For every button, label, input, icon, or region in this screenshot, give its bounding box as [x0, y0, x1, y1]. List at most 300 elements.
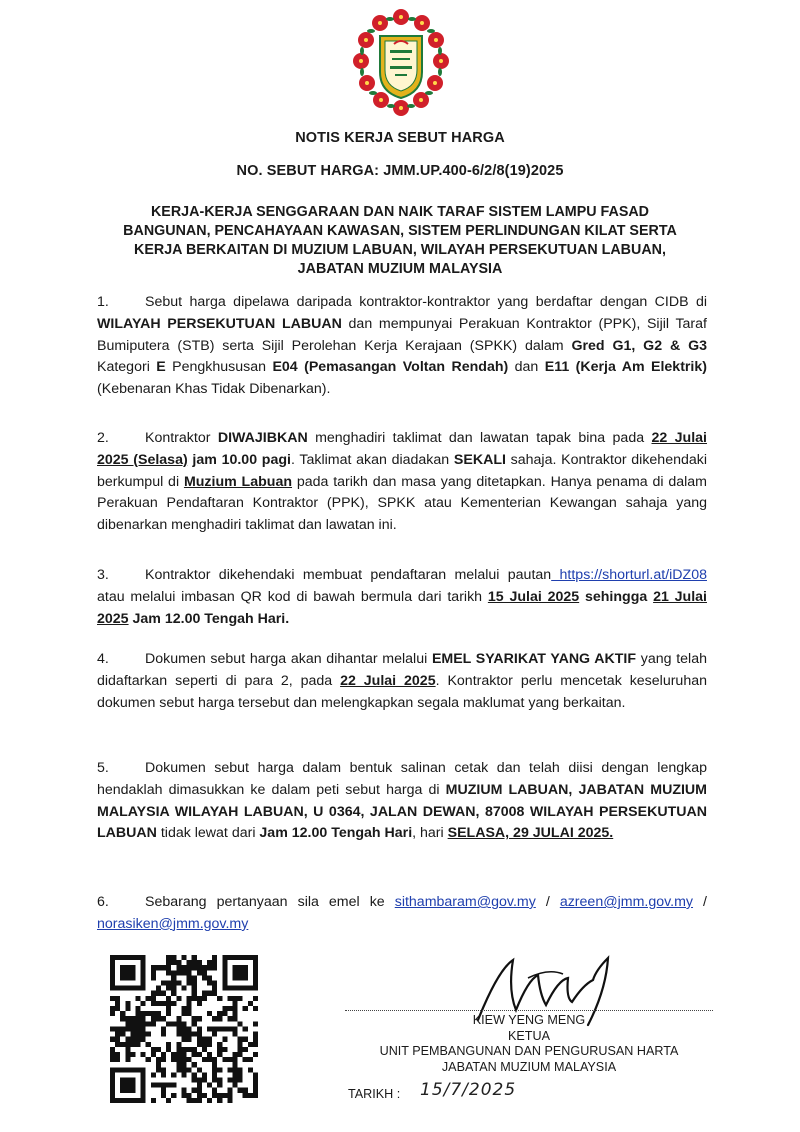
- qr-module: [232, 1072, 237, 1077]
- qr-module: [125, 1047, 130, 1052]
- qr-module: [207, 965, 212, 970]
- qr-module: [187, 1037, 192, 1042]
- qr-module: [141, 1052, 146, 1057]
- qr-module: [156, 1062, 161, 1067]
- qr-module: [238, 1021, 243, 1026]
- qr-code-icon[interactable]: [110, 955, 258, 1103]
- text-bold: E11 (Kerja Am Elektrik): [544, 359, 707, 376]
- qr-module: [202, 1047, 207, 1052]
- signatory-position: KETUA: [508, 1028, 550, 1043]
- separator: /: [693, 894, 707, 910]
- qr-module: [187, 1006, 192, 1011]
- qr-module: [243, 1047, 248, 1052]
- qr-module: [161, 1093, 166, 1098]
- qr-module: [192, 986, 197, 991]
- qr-module: [171, 1072, 176, 1077]
- text: Dokumen sebut harga akan dihantar melalui: [145, 651, 432, 667]
- qr-module: [227, 1067, 232, 1072]
- qr-module: [197, 1098, 202, 1103]
- qr-module: [171, 981, 176, 986]
- qr-module: [156, 1016, 161, 1021]
- qr-module: [202, 1077, 207, 1082]
- qr-module: [212, 986, 217, 991]
- qr-module: [253, 1088, 258, 1093]
- qr-module: [207, 1026, 212, 1031]
- qr-module: [212, 1026, 217, 1031]
- qr-module: [151, 1052, 156, 1057]
- qr-module: [176, 981, 181, 986]
- qr-module: [181, 970, 186, 975]
- qr-module: [151, 965, 156, 970]
- qr-module: [202, 1042, 207, 1047]
- qr-module: [161, 991, 166, 996]
- qr-module: [171, 1083, 176, 1088]
- qr-module: [176, 1052, 181, 1057]
- qr-module: [227, 1026, 232, 1031]
- qr-module: [146, 1011, 151, 1016]
- qr-module: [141, 1011, 146, 1016]
- qr-module: [115, 1006, 120, 1011]
- qr-module: [171, 1001, 176, 1006]
- qr-module: [187, 1026, 192, 1031]
- qr-module: [130, 1052, 135, 1057]
- text-bold: DIWAJIBKAN: [217, 430, 308, 446]
- text: Kategori: [97, 359, 157, 376]
- qr-module: [171, 960, 176, 965]
- qr-module: [166, 1083, 171, 1088]
- text: pada tarikh dan masa yang ditetapkan. Hanya penama di dalam Perakuan Pendaftaran Kontraktor (PPK), SPKK atau Kementerian Kewangan sahaja yang dibenarkan menghadiri taklimat dan lawatan ini.: [97, 473, 707, 534]
- text: , hari: [412, 825, 448, 842]
- qr-module: [166, 1001, 171, 1006]
- qr-module: [192, 1098, 197, 1103]
- paragraph-5: [97, 758, 707, 845]
- qr-module: [146, 1042, 151, 1047]
- qr-module: [156, 1057, 161, 1062]
- qr-module: [197, 1077, 202, 1082]
- text: Pengkhususan: [165, 359, 273, 376]
- text-bold: MUZIUM LABUAN, JABATAN MUZIUM MALAYSIA WILAYAH LABUAN, U 0364, JALAN DEWAN, 87008 WILAYAH PERSEKUTUAN LABUAN: [97, 781, 707, 842]
- paragraph-number: 2.: [97, 430, 109, 446]
- qr-module: [171, 1093, 176, 1098]
- date-label: TARIKH :: [348, 1087, 401, 1101]
- qr-module: [232, 1052, 237, 1057]
- qr-module: [197, 1001, 202, 1006]
- qr-module: [232, 1026, 237, 1031]
- qr-module: [125, 1001, 130, 1006]
- qr-module: [161, 1088, 166, 1093]
- qr-module: [181, 1057, 186, 1062]
- qr-module: [202, 970, 207, 975]
- project-title-line: KERJA-KERJA SENGGARAAN DAN NAIK TARAF SISTEM LAMPU FASAD: [150, 204, 650, 220]
- qr-module: [253, 1072, 258, 1077]
- qr-module: [156, 965, 161, 970]
- qr-module: [130, 1042, 135, 1047]
- qr-module: [110, 1047, 115, 1052]
- qr-module: [181, 955, 186, 960]
- qr-module: [120, 1011, 125, 1016]
- text: Dokumen sebut harga dalam bentuk salinan cetak dan telah diisi dengan lengkap hendaklah dimasukkan ke dalam peti sebut harga di: [97, 760, 707, 798]
- qr-module: [151, 1011, 156, 1016]
- project-title-line: JABATAN MUZIUM MALAYSIA: [297, 261, 503, 277]
- qr-module: [166, 955, 171, 960]
- qr-module: [192, 1077, 197, 1082]
- qr-module: [181, 1052, 186, 1057]
- paragraph-number: 3.: [97, 567, 109, 583]
- qr-module: [136, 1032, 141, 1037]
- qr-module: [217, 1052, 222, 1057]
- qr-module: [227, 1088, 232, 1093]
- qr-module: [212, 1088, 217, 1093]
- qr-module: [197, 1032, 202, 1037]
- email-link-1[interactable]: sithambaram@gov.my: [394, 894, 536, 910]
- qr-module: [232, 1062, 237, 1067]
- qr-module: [166, 1047, 171, 1052]
- qr-module: [217, 1016, 222, 1021]
- qr-module: [222, 1006, 227, 1011]
- text: tidak lewat dari: [156, 825, 260, 842]
- qr-module: [151, 975, 156, 980]
- qr-module: [192, 965, 197, 970]
- qr-module: [197, 1067, 202, 1072]
- qr-module: [141, 1037, 146, 1042]
- text-bold: Jam 12.00 Tengah Hari.: [128, 610, 290, 627]
- qr-module: [176, 965, 181, 970]
- paragraph-6: [97, 892, 707, 936]
- qr-module: [166, 960, 171, 965]
- qr-module: [217, 1093, 222, 1098]
- qr-module: [181, 1026, 186, 1031]
- qr-module: [166, 996, 171, 1001]
- museum-crest-logo: [350, 6, 452, 118]
- text-bold-underline: Muzium Labuan: [183, 473, 293, 490]
- qr-module: [232, 1016, 237, 1021]
- qr-module: [192, 1072, 197, 1077]
- qr-module: [207, 975, 212, 980]
- qr-module: [197, 1093, 202, 1098]
- qr-module: [212, 1077, 217, 1082]
- qr-module: [136, 1021, 141, 1026]
- qr-module: [197, 1088, 202, 1093]
- qr-module: [115, 1001, 120, 1006]
- qr-module: [141, 1026, 146, 1031]
- qr-module: [253, 1037, 258, 1042]
- qr-module: [161, 1072, 166, 1077]
- qr-module: [166, 1098, 171, 1103]
- qr-module: [248, 1057, 253, 1062]
- qr-module: [192, 960, 197, 965]
- qr-module: [120, 1032, 125, 1037]
- qr-module: [227, 996, 232, 1001]
- date-value: 15/7/2025: [420, 1080, 517, 1100]
- qr-module: [212, 1057, 217, 1062]
- text-bold-underline: 22 Julai 2025: [340, 672, 436, 689]
- qr-module: [130, 1026, 135, 1031]
- qr-module: [146, 996, 151, 1001]
- qr-module: [110, 1006, 115, 1011]
- qr-module: [156, 1001, 161, 1006]
- qr-module: [192, 981, 197, 986]
- qr-module: [166, 1021, 171, 1026]
- qr-module: [238, 1037, 243, 1042]
- qr-module: [217, 1077, 222, 1082]
- qr-module: [151, 1016, 156, 1021]
- qr-module: [136, 1026, 141, 1031]
- text: menghadiri taklimat dan lawatan tapak bina pada: [307, 430, 652, 446]
- qr-module: [197, 970, 202, 975]
- qr-module: [222, 1011, 227, 1016]
- text-bold: sehingga: [579, 588, 654, 605]
- qr-module: [217, 1047, 222, 1052]
- qr-module: [227, 1093, 232, 1098]
- qr-module: [115, 1057, 120, 1062]
- qr-module: [166, 1042, 171, 1047]
- qr-module: [166, 970, 171, 975]
- notice-title: NOTIS KERJA SEBUT HARGA: [295, 130, 505, 146]
- crest-shield: [380, 36, 422, 98]
- qr-module: [222, 1047, 227, 1052]
- qr-module: [176, 1016, 181, 1021]
- qr-module: [192, 975, 197, 980]
- qr-module: [151, 1098, 156, 1103]
- qr-module: [212, 1067, 217, 1072]
- qr-module: [151, 1072, 156, 1077]
- qr-module: [212, 955, 217, 960]
- signatory-block: [345, 1013, 713, 1075]
- qr-module: [232, 1001, 237, 1006]
- qr-module: [253, 1093, 258, 1098]
- qr-module: [212, 960, 217, 965]
- qr-module: [161, 1067, 166, 1072]
- qr-module: [212, 1032, 217, 1037]
- qr-module: [212, 1093, 217, 1098]
- qr-module: [166, 965, 171, 970]
- qr-module: [217, 1098, 222, 1103]
- qr-module: [115, 996, 120, 1001]
- qr-module: [238, 1088, 243, 1093]
- qr-module: [125, 1057, 130, 1062]
- qr-module: [120, 1026, 125, 1031]
- qr-module: [192, 1047, 197, 1052]
- text: Sebut harga dipelawa daripada kontraktor-kontraktor yang berdaftar dengan CIDB di: [145, 294, 707, 310]
- qr-module: [238, 1077, 243, 1082]
- qr-module: [115, 1032, 120, 1037]
- qr-module: [202, 996, 207, 1001]
- qr-module: [146, 1032, 151, 1037]
- qr-module: [125, 1037, 130, 1042]
- text-bold-underline: SELASA, 29 JULAI 2025.: [447, 825, 614, 842]
- registration-link[interactable]: https://shorturl.at/iDZ08: [551, 567, 707, 583]
- qr-module: [115, 1042, 120, 1047]
- qr-module: [207, 960, 212, 965]
- qr-module: [232, 1011, 237, 1016]
- qr-module: [130, 1016, 135, 1021]
- qr-module: [151, 1021, 156, 1026]
- qr-module: [110, 996, 115, 1001]
- qr-module: [161, 1057, 166, 1062]
- qr-module: [171, 991, 176, 996]
- qr-module: [176, 960, 181, 965]
- qr-module: [253, 1042, 258, 1047]
- qr-module: [130, 1021, 135, 1026]
- qr-module: [217, 996, 222, 1001]
- qr-module: [176, 1021, 181, 1026]
- qr-module: [243, 1088, 248, 1093]
- signatory-name: KIEW YENG MENG: [472, 1013, 586, 1027]
- qr-module: [166, 1011, 171, 1016]
- qr-module: [232, 996, 237, 1001]
- qr-module: [197, 960, 202, 965]
- qr-module: [171, 975, 176, 980]
- text: Kontraktor: [145, 430, 218, 446]
- text-bold-underline: 15 Julai 2025: [487, 588, 580, 605]
- qr-module: [207, 981, 212, 986]
- text: sahaja. Kontraktor dikehendaki berkumpul di: [97, 451, 708, 490]
- qr-module: [181, 1093, 186, 1098]
- signature-line: [345, 1010, 713, 1011]
- paragraph-4: [97, 649, 707, 714]
- qr-module: [125, 1021, 130, 1026]
- qr-module: [212, 991, 217, 996]
- qr-module: [207, 991, 212, 996]
- qr-module: [171, 955, 176, 960]
- qr-module: [238, 996, 243, 1001]
- qr-module: [161, 1052, 166, 1057]
- qr-module: [151, 1047, 156, 1052]
- qr-module: [181, 1047, 186, 1052]
- qr-module: [202, 1072, 207, 1077]
- qr-module: [192, 991, 197, 996]
- qr-module: [141, 1016, 146, 1021]
- qr-module: [151, 1083, 156, 1088]
- text: dan mempunyai Perakuan Kontraktor (PPK), Sijil Taraf Bumiputera (STB) serta Sijil Perolehan Kerja Kerajaan (SPKK) dalam: [97, 315, 707, 354]
- qr-module: [156, 986, 161, 991]
- qr-module: [136, 1016, 141, 1021]
- qr-module: [156, 1083, 161, 1088]
- text-bold: EMEL SYARIKAT YANG AKTIF: [431, 651, 637, 667]
- qr-module: [197, 1026, 202, 1031]
- qr-module: [125, 1052, 130, 1057]
- text: dan: [508, 359, 545, 376]
- qr-module: [171, 1057, 176, 1062]
- qr-module: [161, 965, 166, 970]
- email-link-3[interactable]: norasiken@jmm.gov.my: [97, 915, 249, 932]
- qr-module: [238, 1042, 243, 1047]
- qr-module: [253, 996, 258, 1001]
- text: (Kebenaran Khas Tidak Dibenarkan).: [97, 381, 331, 398]
- qr-module: [187, 1047, 192, 1052]
- qr-module: [253, 1021, 258, 1026]
- email-link-2[interactable]: azreen@jmm.gov.my: [559, 894, 694, 910]
- qr-module: [181, 1006, 186, 1011]
- qr-module: [176, 1057, 181, 1062]
- qr-module: [110, 1037, 115, 1042]
- qr-module: [253, 1006, 258, 1011]
- qr-module: [238, 1047, 243, 1052]
- text-bold-underline: 22 Julai 2025 (Selasa): [97, 430, 707, 468]
- text-bold: E: [156, 359, 166, 376]
- qr-module: [192, 1088, 197, 1093]
- qr-module: [232, 1083, 237, 1088]
- separator: /: [535, 894, 560, 910]
- qr-module: [253, 1052, 258, 1057]
- qr-module: [146, 1057, 151, 1062]
- qr-module: [207, 1098, 212, 1103]
- qr-module: [125, 1042, 130, 1047]
- qr-module: [202, 991, 207, 996]
- qr-module: [181, 1072, 186, 1077]
- project-title: [100, 203, 700, 279]
- qr-module: [253, 1077, 258, 1082]
- qr-module: [212, 1016, 217, 1021]
- qr-module: [110, 1057, 115, 1062]
- qr-module: [115, 1052, 120, 1057]
- qr-module: [207, 1052, 212, 1057]
- qr-module: [161, 1083, 166, 1088]
- qr-module: [156, 1047, 161, 1052]
- qr-module: [238, 1067, 243, 1072]
- qr-module: [171, 986, 176, 991]
- qr-module: [202, 1037, 207, 1042]
- qr-module: [243, 1093, 248, 1098]
- qr-module: [110, 1026, 115, 1031]
- qr-module: [227, 1098, 232, 1103]
- qr-module: [222, 1037, 227, 1042]
- qr-module: [125, 1026, 130, 1031]
- qr-module: [156, 991, 161, 996]
- qr-module: [192, 1032, 197, 1037]
- qr-module: [110, 1011, 115, 1016]
- qr-module: [248, 1042, 253, 1047]
- qr-module: [217, 1067, 222, 1072]
- qr-module: [238, 1072, 243, 1077]
- qr-module: [181, 1011, 186, 1016]
- qr-module: [207, 1057, 212, 1062]
- qr-module: [161, 1032, 166, 1037]
- qr-module: [187, 1011, 192, 1016]
- qr-module: [187, 1098, 192, 1103]
- qr-module: [222, 1026, 227, 1031]
- qr-module: [253, 1032, 258, 1037]
- text-bold: Gred G1, G2 & G3: [571, 337, 707, 354]
- paragraph-number: 6.: [97, 894, 109, 910]
- text-bold: jam 10.00 pagi: [187, 451, 291, 468]
- qr-module: [141, 1021, 146, 1026]
- qr-module: [243, 1057, 248, 1062]
- qr-module: [156, 1011, 161, 1016]
- qr-module: [202, 1057, 207, 1062]
- qr-module: [181, 1021, 186, 1026]
- qr-module: [176, 1032, 181, 1037]
- qr-module: [192, 1062, 197, 1067]
- qr-module: [222, 1057, 227, 1062]
- qr-module: [212, 1062, 217, 1067]
- qr-module: [232, 1057, 237, 1062]
- qr-module: [161, 1016, 166, 1021]
- qr-module: [187, 1093, 192, 1098]
- qr-module: [151, 970, 156, 975]
- quotation-reference: NO. SEBUT HARGA: JMM.UP.400-6/2/8(19)2025: [236, 163, 564, 179]
- qr-module: [161, 1026, 166, 1031]
- qr-module: [187, 960, 192, 965]
- qr-module: [187, 1001, 192, 1006]
- qr-module: [136, 1037, 141, 1042]
- qr-module: [176, 1047, 181, 1052]
- text: atau melalui imbasan QR kod di bawah bermula dari tarikh: [97, 588, 488, 605]
- text-bold: WILAYAH PERSEKUTUAN LABUAN: [97, 315, 342, 332]
- paragraph-number: 1.: [97, 294, 109, 310]
- qr-module: [181, 965, 186, 970]
- qr-module: [176, 996, 181, 1001]
